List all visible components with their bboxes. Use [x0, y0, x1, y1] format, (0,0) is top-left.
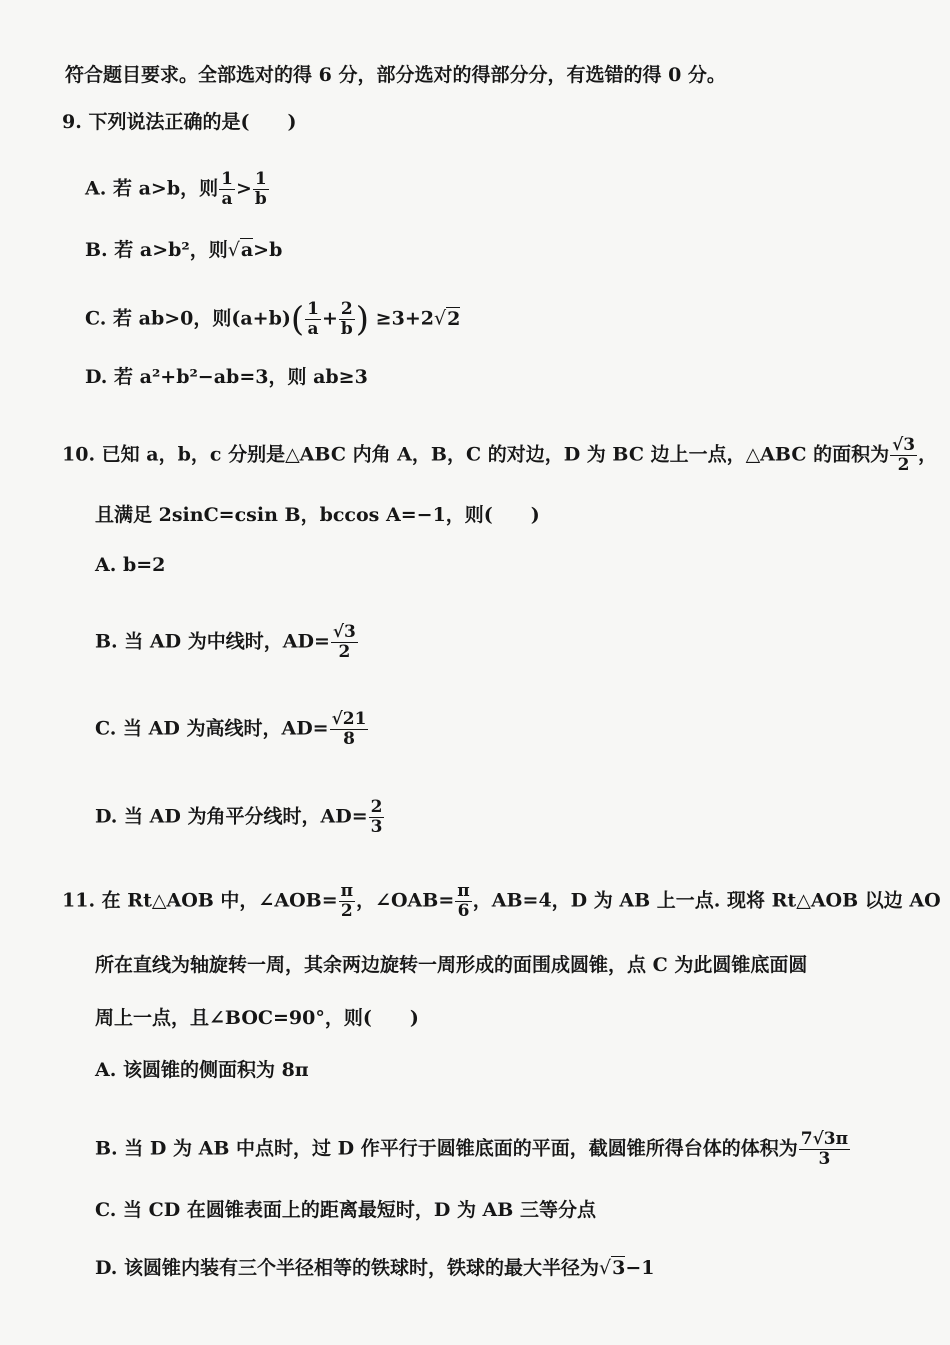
fraction — [219, 170, 235, 209]
text-segment: >b — [253, 239, 283, 261]
question-line — [95, 953, 807, 977]
text-segment: B. 若 a>b²，则 — [85, 239, 228, 261]
text-segment: 10. 已知 a，b，c 分别是△ABC 内角 A，B，C 的对边，D 为 BC 边上一点，△ABC 的面积为 — [62, 443, 890, 466]
text-segment: C. 若 ab>0，则(a+b) — [85, 307, 291, 330]
text-segment: ， — [918, 443, 938, 466]
question-stem — [62, 436, 937, 475]
question-line — [95, 1198, 596, 1222]
text-segment: B. 当 AD 为中线时，AD= — [95, 630, 330, 653]
text-segment: > — [235, 177, 252, 200]
question-line — [95, 623, 359, 662]
fraction-numerator: 2 — [370, 797, 383, 817]
question-line — [95, 1256, 655, 1280]
fraction-denominator: 8 — [343, 729, 355, 749]
fraction-denominator: a — [307, 319, 319, 339]
fraction-denominator: 2 — [338, 642, 351, 662]
text-segment: 所在直线为轴旋转一周，其余两边旋转一周形成的面围成圆锥，点 C 为此圆锥底面圆 — [95, 954, 808, 976]
text-segment: 11. 在 Rt△AOB 中，∠AOB= — [62, 889, 338, 912]
section-instruction: 符合题目要求。全部选对的得 6 分，部分选对的得部分分，有选错的得 0 分。 — [65, 64, 726, 86]
text-segment: D. 该圆锥内装有三个半径相等的铁球时，铁球的最大半径为 — [95, 1257, 600, 1279]
question-line — [95, 798, 385, 837]
text-segment: 且满足 2sinC=csin B，bccos A=−1，则( ) — [95, 504, 540, 526]
text-segment: C. 当 CD 在圆锥表面上的距离最短时，D 为 AB 三等分点 — [95, 1199, 596, 1221]
question-line — [85, 170, 270, 209]
question-line — [95, 1130, 851, 1169]
text-segment: A. 该圆锥的侧面积为 8π — [95, 1059, 309, 1081]
text-segment: A. 若 a>b，则 — [85, 177, 219, 200]
fraction-numerator: 1 — [221, 169, 233, 189]
fraction — [455, 882, 471, 921]
fraction-numerator: 7√3π — [800, 1129, 849, 1149]
question-line — [85, 300, 460, 339]
fraction — [305, 300, 321, 339]
fraction — [339, 882, 355, 921]
text-segment: + — [321, 307, 338, 330]
square-root — [434, 307, 460, 330]
fraction — [339, 300, 355, 339]
question-stem — [62, 110, 296, 134]
fraction — [253, 170, 269, 209]
text-segment: 9. 下列说法正确的是( ) — [62, 111, 297, 133]
radicand: 2 — [447, 307, 461, 330]
text-segment: 周上一点，且∠BOC=90°，则( ) — [95, 1007, 419, 1029]
square-root — [599, 1256, 625, 1279]
fraction — [890, 436, 917, 475]
question-line — [85, 238, 282, 262]
fraction-denominator: 3 — [818, 1149, 831, 1169]
fraction-numerator: 1 — [307, 299, 319, 319]
text-segment: C. 当 AD 为高线时，AD= — [95, 717, 329, 740]
fraction-denominator: b — [254, 189, 267, 209]
text-segment: −1 — [625, 1257, 655, 1279]
radical-sign: √ — [599, 1257, 612, 1279]
fraction-denominator: 2 — [340, 901, 353, 921]
fraction-denominator: 2 — [897, 455, 910, 475]
fraction — [799, 1130, 850, 1169]
text-segment: ≥3+2 — [369, 307, 434, 330]
radicand: 3 — [612, 1257, 626, 1279]
fraction — [369, 798, 385, 837]
question-line — [95, 1006, 419, 1030]
right-paren: ) — [355, 299, 370, 340]
fraction-numerator: 2 — [339, 300, 355, 320]
text-segment: B. 当 D 为 AB 中点时，过 D 作平行于圆锥底面的平面，截圆锥所得台体的体积为 — [95, 1137, 798, 1160]
fraction — [331, 623, 358, 662]
fraction-numerator: √21 — [331, 709, 367, 729]
fraction-numerator: π — [340, 881, 354, 901]
fraction-denominator: b — [340, 319, 353, 339]
fraction-numerator: π — [457, 881, 470, 901]
question-line — [95, 710, 369, 749]
fraction-numerator: 1 — [253, 170, 269, 190]
question-line — [95, 503, 540, 527]
fraction-denominator: 3 — [370, 817, 383, 837]
radicand: a — [240, 239, 254, 261]
fraction-numerator: √3 — [892, 435, 916, 455]
text-segment: ，AB=4，D 为 AB 上一点. 现将 Rt△AOB 以边 AO — [472, 889, 941, 912]
question-line — [85, 365, 368, 389]
fraction-numerator: √3 — [332, 622, 356, 642]
text-segment: A. b=2 — [95, 554, 166, 576]
fraction-denominator: a — [221, 189, 233, 209]
text-segment: D. 若 a²+b²−ab=3，则 ab≥3 — [85, 366, 368, 388]
radical-sign: √ — [433, 307, 447, 330]
text-segment: ，∠OAB= — [356, 889, 455, 912]
question-line — [95, 1058, 309, 1082]
radical-sign: √ — [227, 239, 240, 261]
question-stem — [62, 882, 941, 921]
question-line — [95, 553, 165, 577]
left-paren: ( — [290, 299, 305, 340]
square-root — [228, 238, 253, 261]
text-segment: D. 当 AD 为角平分线时，AD= — [95, 805, 368, 828]
fraction — [330, 710, 369, 749]
fraction-denominator: 6 — [457, 901, 470, 921]
